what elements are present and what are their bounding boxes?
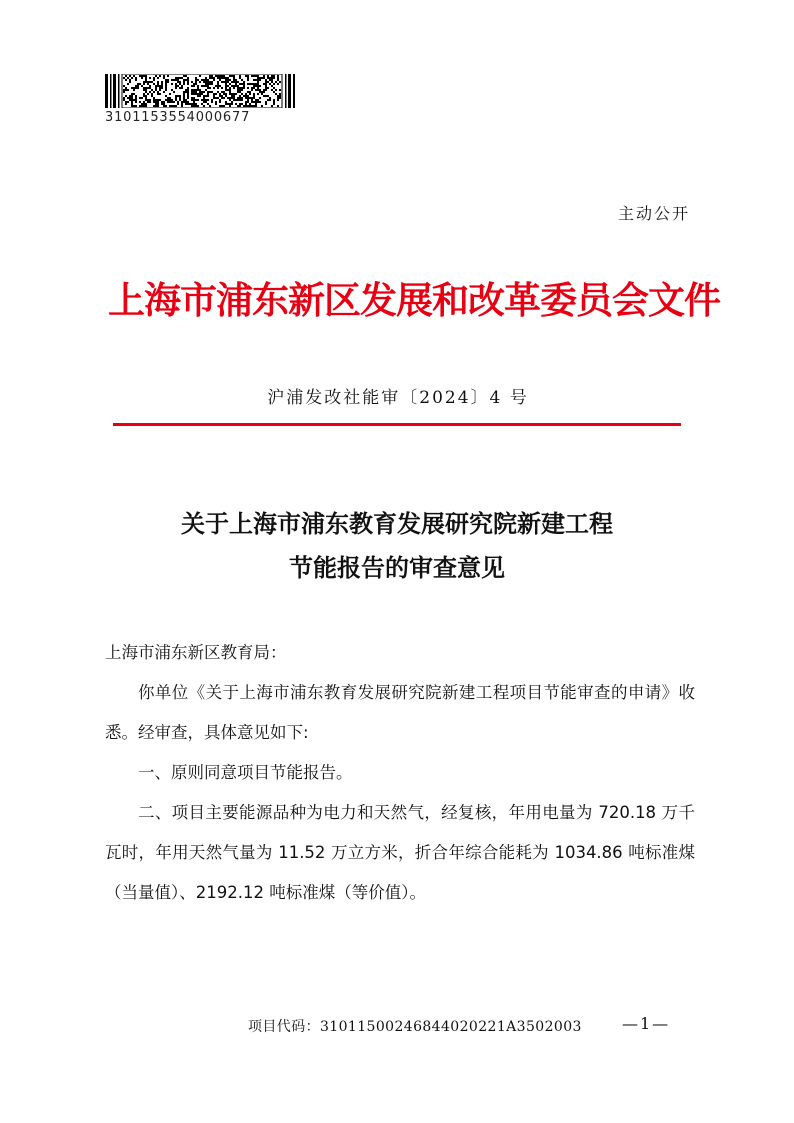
barcode-number: 3101153554000677	[105, 110, 251, 125]
salutation: 上海市浦东新区教育局：	[105, 643, 287, 662]
subject-line-2: 节能报告的审查意见	[289, 553, 505, 582]
body-paragraph-2: 一、原则同意项目节能报告。	[138, 763, 353, 782]
document-number: 沪浦发改社能审〔2024〕4 号	[267, 388, 529, 408]
red-divider-line	[113, 423, 681, 426]
document-barcode	[105, 74, 295, 108]
body-paragraph-3: 二、项目主要能源品种为电力和天然气，经复核，年用电量为 720.18 万千瓦时，年用天然气量为 11.52 万立方米，折合年综合能耗为 1034.86 吨标准煤（当量值）、2192.12 吨标准煤（等价值）。	[105, 803, 695, 902]
body-paragraph-1: 你单位《关于上海市浦东教育发展研究院新建工程项目节能审查的申请》收悉。经审查，具体意见如下:	[105, 683, 695, 742]
page-number: —1—	[622, 1014, 671, 1033]
document-body	[105, 633, 695, 913]
issuing-organization-title: 上海市浦东新区发展和改革委员会文件	[108, 278, 720, 322]
disclosure-label: 主动公开	[617, 204, 690, 223]
document-subject	[100, 502, 694, 590]
subject-line-1: 关于上海市浦东教育发展研究院新建工程	[181, 509, 613, 538]
project-code: 项目代码：31011500246844020221A3502003	[248, 1019, 582, 1035]
